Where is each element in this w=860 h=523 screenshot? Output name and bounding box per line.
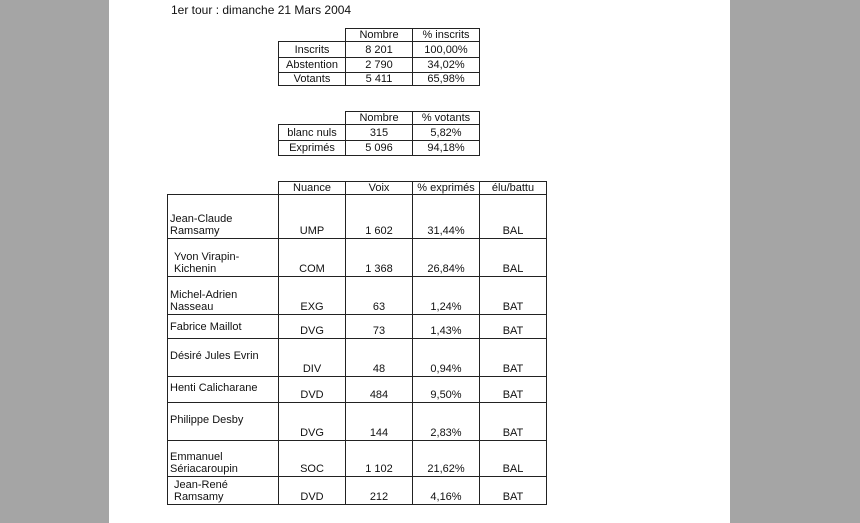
candidate-result: BAL [480, 441, 547, 477]
table-cell: 2 790 [346, 58, 413, 73]
candidate-votes: 1 368 [346, 239, 413, 277]
table-cell-label: Abstention [279, 58, 346, 73]
table-row [168, 377, 547, 403]
table-cell-label: Exprimés [279, 141, 346, 156]
candidate-nuance: UMP [279, 195, 346, 239]
table-row [168, 277, 547, 315]
candidate-result: BAL [480, 195, 547, 239]
candidate-percent: 1,24% [413, 277, 480, 315]
candidate-percent: 0,94% [413, 339, 480, 377]
candidate-percent: 1,43% [413, 315, 480, 339]
table-header-cell: Voix [346, 182, 413, 195]
candidate-percent: 4,16% [413, 477, 480, 505]
candidate-name: Jean-Claude Ramsamy [168, 195, 279, 239]
table-header-cell: Nombre [346, 112, 413, 125]
candidate-name: Philippe Desby [168, 403, 279, 441]
candidate-result: BAT [480, 403, 547, 441]
candidate-name: Fabrice Maillot [168, 315, 279, 339]
table-cell: 34,02% [413, 58, 480, 73]
candidate-percent: 2,83% [413, 403, 480, 441]
candidate-percent: 26,84% [413, 239, 480, 277]
candidate-nuance: EXG [279, 277, 346, 315]
table-header-cell: % inscrits [413, 29, 480, 42]
table-cell: 5,82% [413, 125, 480, 141]
candidate-result: BAT [480, 477, 547, 505]
candidate-percent: 9,50% [413, 377, 480, 403]
candidate-votes: 48 [346, 339, 413, 377]
table-cell: 8 201 [346, 42, 413, 58]
table-header-cell: % votants [413, 112, 480, 125]
candidate-name: Jean-René Ramsamy [168, 477, 279, 505]
candidate-name: Emmanuel Sériacaroupin [168, 441, 279, 477]
table-cell: 100,00% [413, 42, 480, 58]
table-cell: 94,18% [413, 141, 480, 156]
expressed-votes-table [278, 111, 480, 156]
table-row [168, 339, 547, 377]
table-header-cell: % exprimés [413, 182, 480, 195]
candidate-nuance: DVD [279, 477, 346, 505]
table-row [168, 403, 547, 441]
turnout-table [278, 28, 480, 86]
candidate-result: BAT [480, 315, 547, 339]
candidate-name: Henti Calicharane [168, 377, 279, 403]
table-cell-label: Inscrits [279, 42, 346, 58]
table-row [168, 441, 547, 477]
table-cell: 315 [346, 125, 413, 141]
candidate-result: BAT [480, 377, 547, 403]
candidate-percent: 31,44% [413, 195, 480, 239]
candidate-name: Yvon Virapin-Kichenin [168, 239, 279, 277]
candidate-votes: 212 [346, 477, 413, 505]
candidate-nuance: DVG [279, 315, 346, 339]
candidate-result: BAL [480, 239, 547, 277]
candidate-votes: 144 [346, 403, 413, 441]
table-header-empty [279, 29, 346, 42]
page-title: 1er tour : dimanche 21 Mars 2004 [171, 3, 352, 17]
candidate-votes: 484 [346, 377, 413, 403]
table-cell-label: Votants [279, 73, 346, 86]
table-cell-label: blanc nuls [279, 125, 346, 141]
candidate-nuance: DIV [279, 339, 346, 377]
table-header-cell: élu/battu [480, 182, 547, 195]
candidate-votes: 1 602 [346, 195, 413, 239]
candidate-votes: 73 [346, 315, 413, 339]
table-header-cell: Nombre [346, 29, 413, 42]
candidate-percent: 21,62% [413, 441, 480, 477]
candidates-table [167, 181, 547, 505]
candidate-nuance: DVG [279, 403, 346, 441]
table-cell: 5 096 [346, 141, 413, 156]
candidate-nuance: SOC [279, 441, 346, 477]
candidate-result: BAT [480, 339, 547, 377]
table-header-empty [279, 112, 346, 125]
table-header-empty [168, 182, 279, 195]
table-row [168, 195, 547, 239]
table-row [168, 477, 547, 505]
candidate-name: Michel-Adrien Nasseau [168, 277, 279, 315]
candidate-votes: 63 [346, 277, 413, 315]
table-header-cell: Nuance [279, 182, 346, 195]
candidate-result: BAT [480, 277, 547, 315]
candidate-votes: 1 102 [346, 441, 413, 477]
table-row [168, 239, 547, 277]
table-cell: 5 411 [346, 73, 413, 86]
candidate-name: Désiré Jules Evrin [168, 339, 279, 377]
table-row [168, 315, 547, 339]
candidate-nuance: COM [279, 239, 346, 277]
candidate-nuance: DVD [279, 377, 346, 403]
table-cell: 65,98% [413, 73, 480, 86]
